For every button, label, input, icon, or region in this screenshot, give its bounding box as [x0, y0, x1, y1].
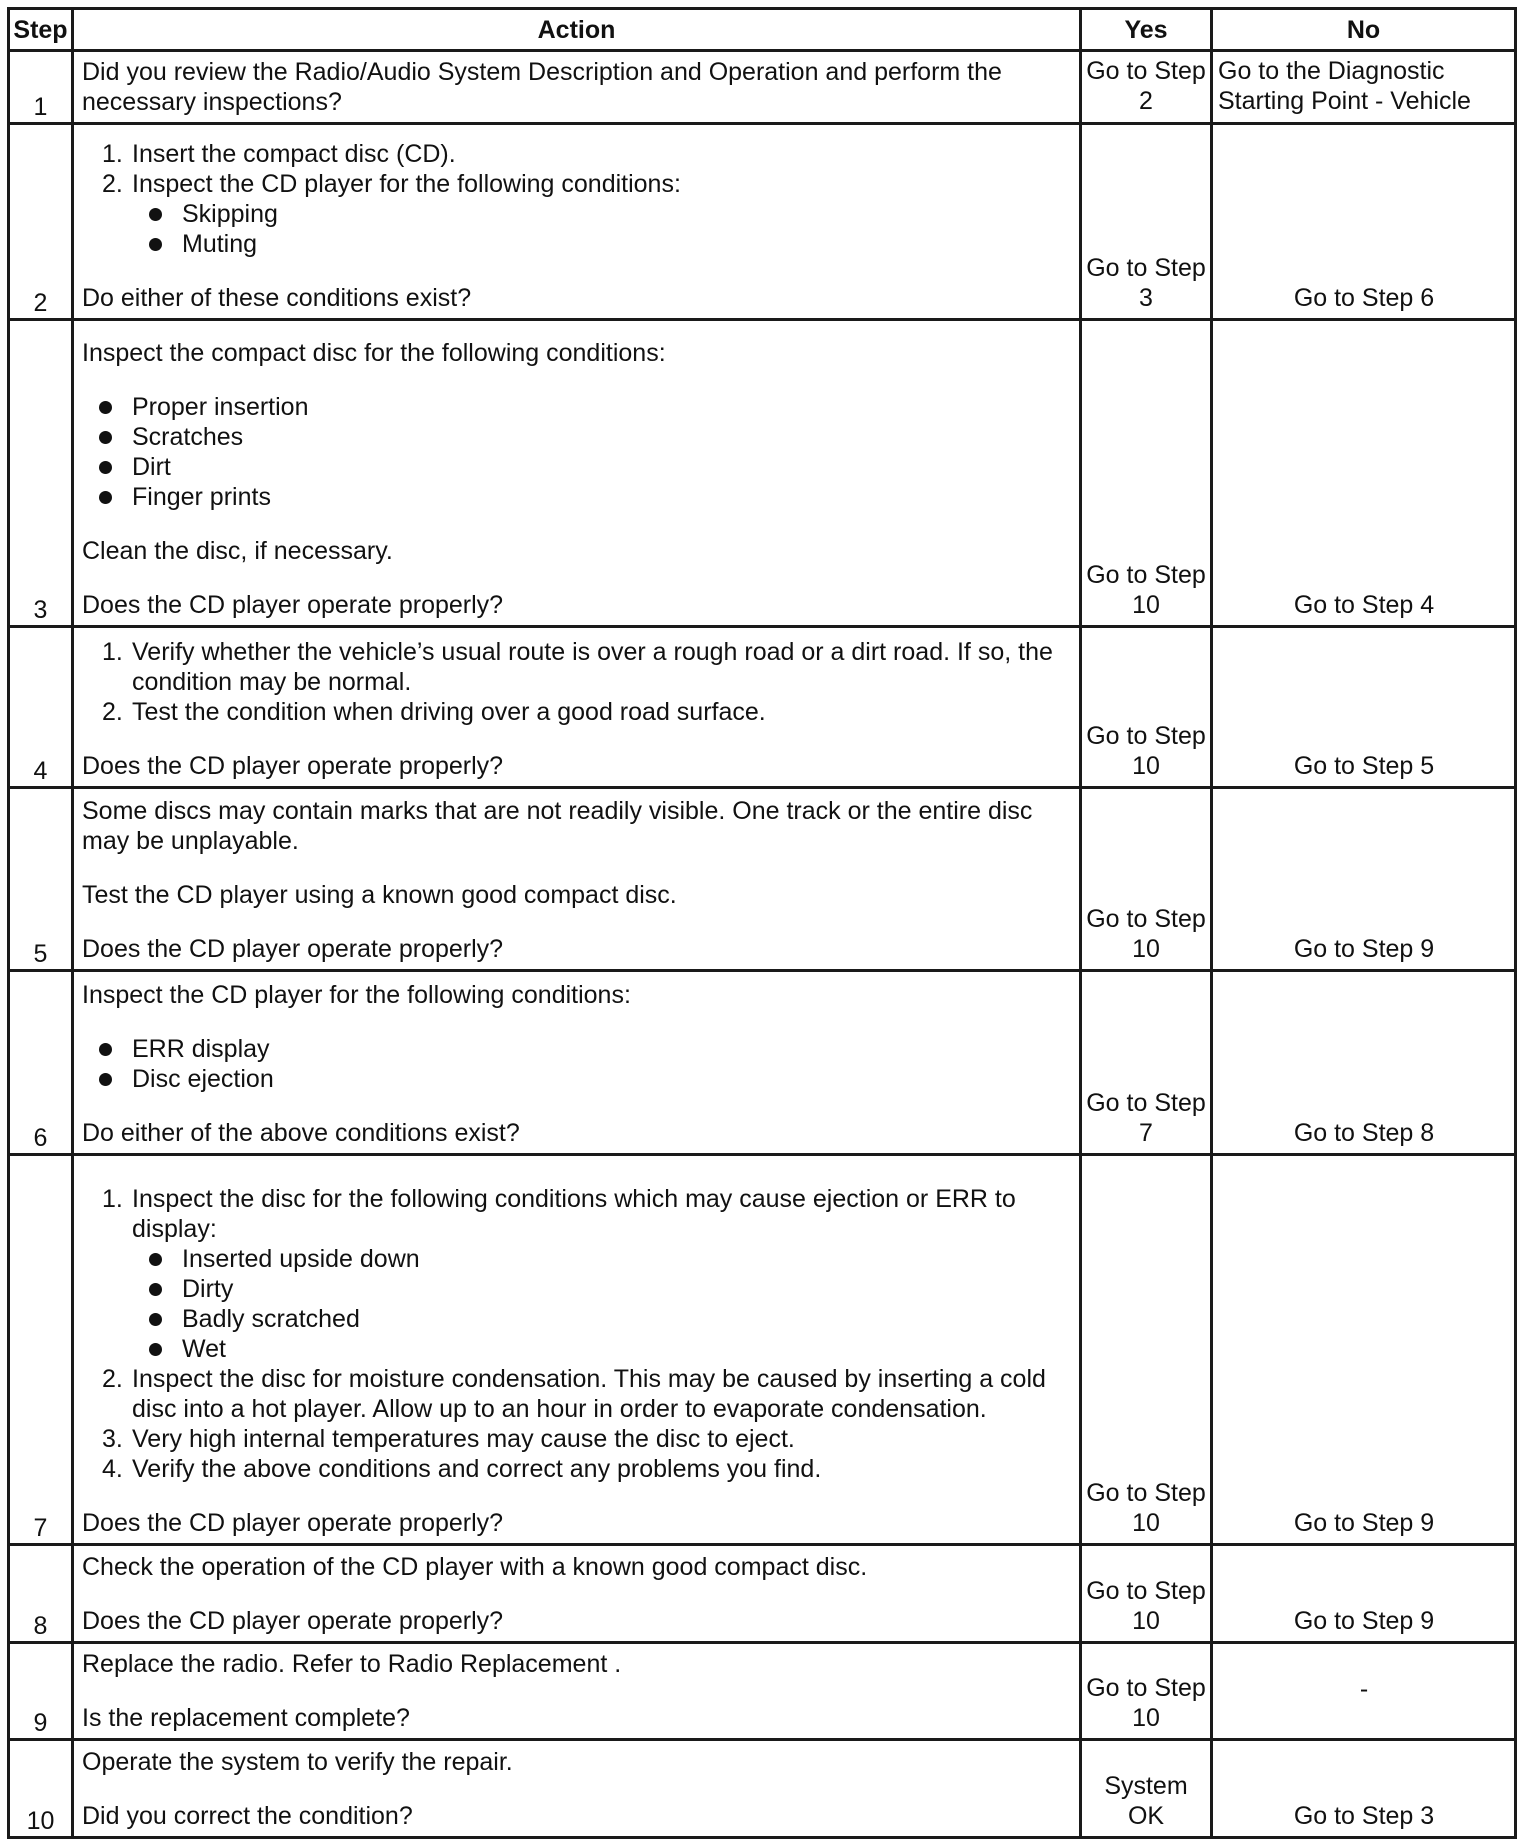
step-number: 1 [9, 51, 73, 124]
step-number: 5 [9, 788, 73, 971]
bullet-item: Muting [82, 229, 1073, 259]
table-row [9, 788, 1516, 971]
no-cell: Go to Step 9 [1212, 1155, 1516, 1545]
question-text: Does the CD player operate properly? [82, 752, 504, 780]
question-text: Do either of these conditions exist? [82, 284, 472, 312]
bullet-item: Wet [82, 1334, 1073, 1364]
bullet-item: Dirty [82, 1274, 1073, 1304]
action-cell [73, 971, 1081, 1155]
question-text: Does the CD player operate properly? [82, 935, 504, 963]
yes-cell: Go to Step 7 [1081, 971, 1212, 1155]
numbered-item: 1. Insert the compact disc (CD). [102, 140, 456, 168]
yes-cell: Go to Step 2 [1081, 51, 1212, 124]
action-text: Clean the disc, if necessary. [82, 537, 393, 565]
no-cell: Go to the Diagnostic Starting Point - Vehicle [1212, 51, 1516, 124]
table-row [9, 1155, 1516, 1545]
table-row [9, 1545, 1516, 1643]
table-row [9, 124, 1516, 320]
yes-cell: Go to Step 10 [1081, 1155, 1212, 1545]
action-cell [73, 124, 1081, 320]
step-number: 3 [9, 320, 73, 627]
header-row [9, 9, 1516, 51]
bullet-item: Dirt [82, 452, 1073, 482]
bullet-item: Proper insertion [82, 392, 1073, 422]
bullet-item: Badly scratched [82, 1304, 1073, 1334]
numbered-item: 4. Verify the above conditions and correct any problems you find. [102, 1455, 822, 1483]
action-cell [73, 320, 1081, 627]
no-cell: - [1212, 1643, 1516, 1740]
diagnostic-table [7, 7, 1517, 1839]
yes-cell: Go to Step 10 [1081, 788, 1212, 971]
header-yes: Yes [1081, 9, 1212, 51]
numbered-item: 1. Inspect the disc for the following conditions which may cause ejection or ERR to display: [102, 1185, 1016, 1243]
bullet-item: Inserted upside down [82, 1244, 1073, 1274]
yes-cell: Go to Step 10 [1081, 627, 1212, 788]
table-row [9, 320, 1516, 627]
numbered-item: 2. Inspect the CD player for the following conditions: [102, 170, 681, 198]
question-text: Do either of the above conditions exist? [82, 1119, 520, 1147]
no-cell: Go to Step 8 [1212, 971, 1516, 1155]
table-row [9, 971, 1516, 1155]
no-cell: Go to Step 3 [1212, 1740, 1516, 1838]
question-text: Does the CD player operate properly? [82, 1509, 504, 1537]
action-text: Inspect the CD player for the following conditions: [82, 981, 631, 1009]
yes-cell: Go to Step 10 [1081, 1545, 1212, 1643]
yes-cell: Go to Step 10 [1081, 1643, 1212, 1740]
action-cell [73, 788, 1081, 971]
action-cell [73, 1643, 1081, 1740]
no-cell: Go to Step 9 [1212, 1545, 1516, 1643]
table-row [9, 1740, 1516, 1838]
step-number: 10 [9, 1740, 73, 1838]
header-action: Action [73, 9, 1081, 51]
numbered-item: 2. Test the condition when driving over a good road surface. [102, 698, 766, 726]
numbered-item: 3. Very high internal temperatures may cause the disc to eject. [102, 1425, 795, 1453]
no-cell: Go to Step 5 [1212, 627, 1516, 788]
action-cell [73, 51, 1081, 124]
bullet-item: Scratches [82, 422, 1073, 452]
action-text: Replace the radio. Refer to Radio Replacement . [82, 1650, 622, 1678]
table-row [9, 627, 1516, 788]
diagnostic-table-container [7, 7, 1514, 1839]
question-text: Is the replacement complete? [82, 1704, 410, 1732]
step-number: 7 [9, 1155, 73, 1545]
action-text: Operate the system to verify the repair. [82, 1748, 513, 1776]
header-step: Step [9, 9, 73, 51]
table-row [9, 51, 1516, 124]
no-cell: Go to Step 9 [1212, 788, 1516, 971]
no-cell: Go to Step 4 [1212, 320, 1516, 627]
action-cell [73, 1155, 1081, 1545]
question-text: Does the CD player operate properly? [82, 591, 504, 619]
table-row [9, 1643, 1516, 1740]
action-text: Test the CD player using a known good compact disc. [82, 881, 677, 909]
action-cell [73, 1740, 1081, 1838]
action-text: Some discs may contain marks that are not readily visible. One track or the entire disc may be unplayable. [82, 797, 1033, 855]
step-number: 6 [9, 971, 73, 1155]
numbered-item: 1. Verify whether the vehicle’s usual route is over a rough road or a dirt road. If so, the condition may be normal. [102, 638, 1053, 696]
step-number: 8 [9, 1545, 73, 1643]
yes-cell: Go to Step 10 [1081, 320, 1212, 627]
yes-cell: System OK [1081, 1740, 1212, 1838]
bullet-item: Finger prints [82, 482, 1073, 512]
action-text: Inspect the compact disc for the following conditions: [82, 339, 666, 367]
no-cell: Go to Step 6 [1212, 124, 1516, 320]
bullet-item: ERR display [82, 1034, 1073, 1064]
step-number: 2 [9, 124, 73, 320]
yes-cell: Go to Step 3 [1081, 124, 1212, 320]
action-text: Check the operation of the CD player with a known good compact disc. [82, 1553, 868, 1581]
bullet-item: Skipping [82, 199, 1073, 229]
action-cell [73, 627, 1081, 788]
header-no: No [1212, 9, 1516, 51]
bullet-item: Disc ejection [82, 1064, 1073, 1094]
step-number: 9 [9, 1643, 73, 1740]
question-text: Does the CD player operate properly? [82, 1607, 504, 1635]
step-number: 4 [9, 627, 73, 788]
action-cell [73, 1545, 1081, 1643]
question-text: Did you correct the condition? [82, 1802, 413, 1830]
numbered-item: 2. Inspect the disc for moisture condensation. This may be caused by inserting a cold disc into a hot player. Allow up to an hour in order to evaporate condensation. [102, 1365, 1046, 1423]
action-text: Did you review the Radio/Audio System Description and Operation and perform the necessary inspections? [82, 58, 1002, 116]
